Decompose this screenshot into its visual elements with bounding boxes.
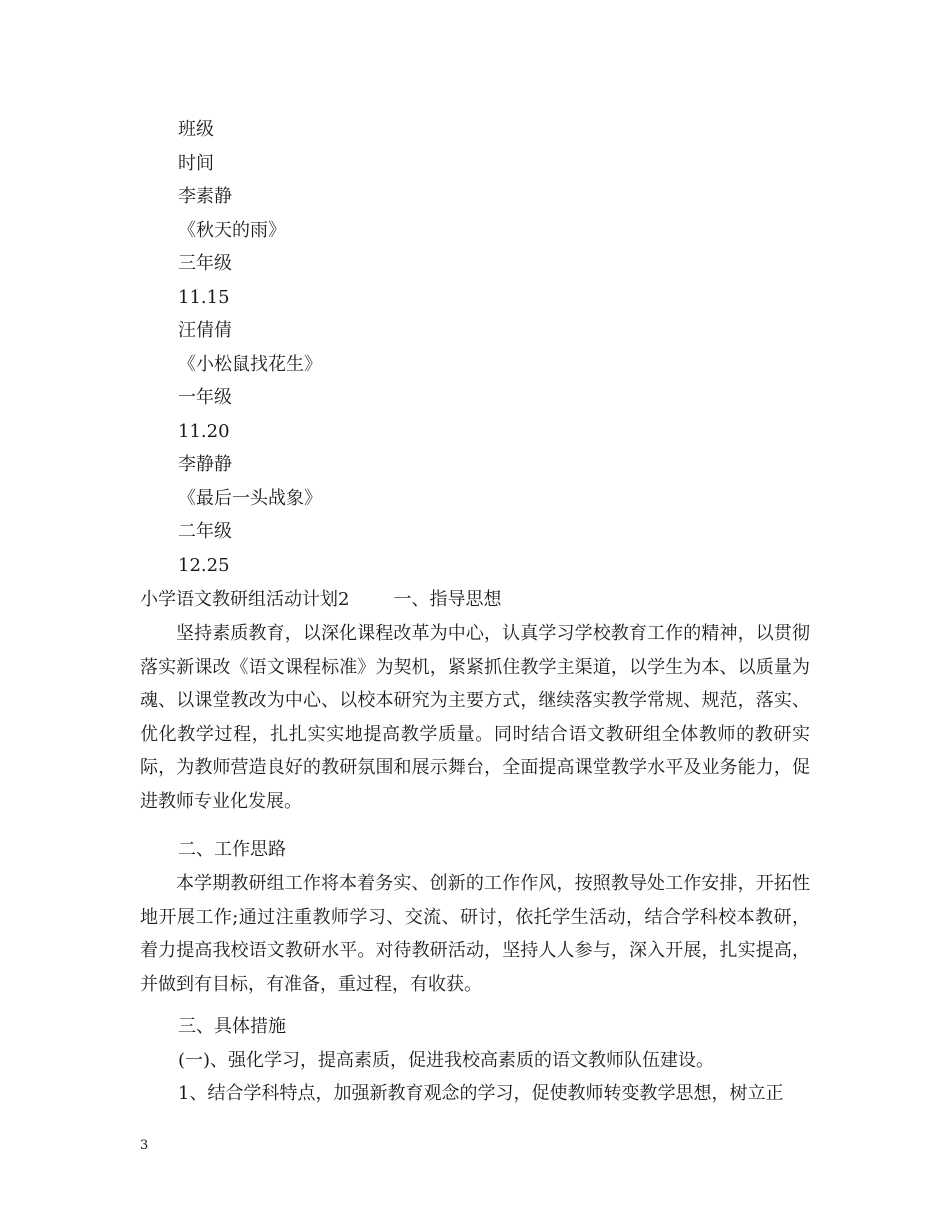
table-cell: 《小松鼠找花生》 (178, 354, 322, 375)
table-cell: 李静静 (178, 454, 232, 475)
table-cell: 李素静 (178, 186, 232, 207)
section-title: 小学语文教研组活动计划2 (140, 589, 350, 610)
table-cell: 二年级 (178, 521, 232, 542)
page-number: 3 (140, 1138, 149, 1153)
section-heading-3: 三、具体措施 (178, 1016, 286, 1037)
section-heading-1: 一、指导思想 (393, 589, 502, 610)
table-cell: 汪倩倩 (178, 320, 232, 341)
paragraph-measure-1: 1、结合学科特点，加强新教育观念的学习，促使教师转变教学思想，树立正 (178, 1083, 784, 1104)
table-cell: 《最后一头战象》 (178, 488, 322, 509)
table-cell: 《秋天的雨》 (178, 220, 286, 241)
paragraph-work-approach: 本学期教研组工作将本着务实、创新的工作作风，按照教导处工作安排，开拓性地开展工作;通过注重教师学习、交流、研讨，依托学生活动，结合学科校本教研，着力提高我校语文教研水平。对待教研活动，坚持人人参与，深入开展，扎实提高，并做到有目标，有准备，重过程，有收获。 (140, 873, 810, 995)
table-cell: 时间 (178, 153, 214, 174)
table-cell: 12.25 (178, 555, 230, 576)
section-title-line (140, 589, 501, 611)
table-cell: 班级 (178, 119, 214, 140)
section-heading-2: 二、工作思路 (178, 839, 286, 860)
table-cell: 三年级 (178, 253, 232, 274)
subheading-1: (一)、强化学习，提高素质，促进我校高素质的语文教师队伍建设。 (178, 1050, 715, 1071)
table-cell: 11.20 (178, 421, 230, 442)
table-cell: 11.15 (178, 287, 230, 308)
paragraph-guiding-thought: 坚持素质教育，以深化课程改革为中心，认真学习学校教育工作的精神，以贯彻落实新课改《语文课程标准》为契机，紧紧抓住教学主渠道，以学生为本、以质量为魂、以课堂教改为中心、以校本研究为主要方式，继续落实教学常规、规范，落实、优化教学过程，扎扎实实地提高教学质量。同时结合语文教研组全体教师的教研实际，为教师营造良好的教研氛围和展示舞台，全面提高课堂教学水平及业务能力，促进教师专业化发展。 (140, 623, 810, 812)
table-cell: 一年级 (178, 387, 232, 408)
